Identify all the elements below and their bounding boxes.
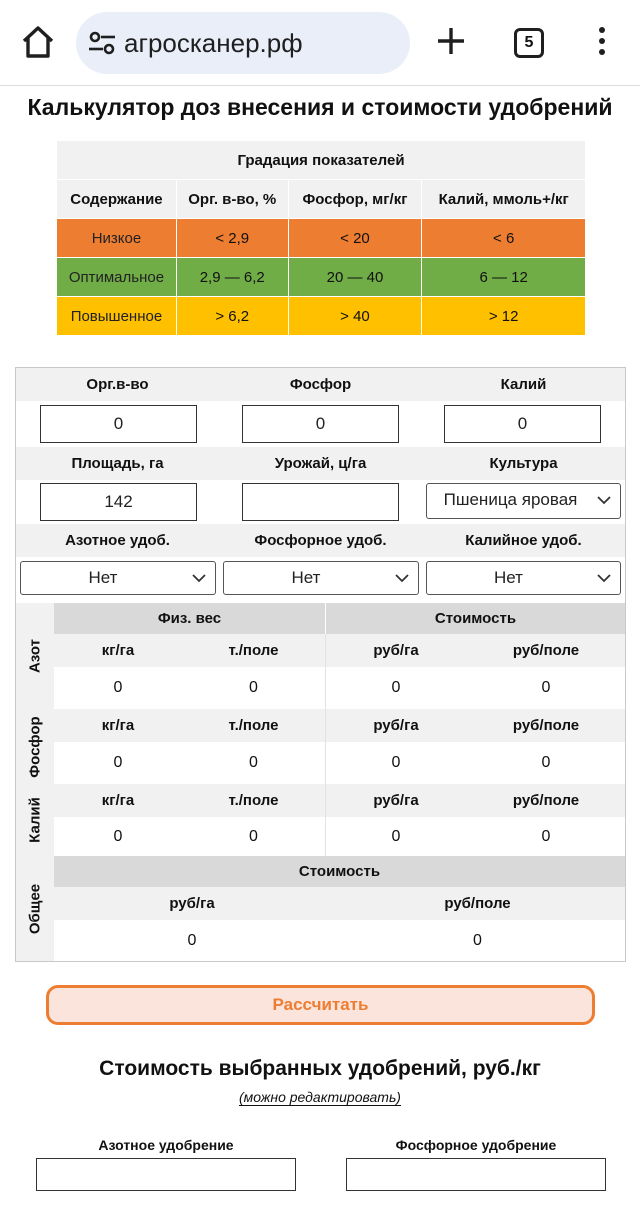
col-t-field: т./поле <box>228 792 279 809</box>
phosphorus-fert-select[interactable] <box>223 561 419 595</box>
calculate-button[interactable]: Рассчитать <box>46 985 595 1025</box>
col-rub-ha: руб/га <box>373 642 419 659</box>
yield-label: Урожай, ц/га <box>274 455 367 472</box>
col-rub-ha: руб/га <box>373 717 419 734</box>
total-col-headers <box>54 887 625 920</box>
gradation-row-low <box>57 219 586 258</box>
nitrogen-fert-label: Азотное удоб. <box>65 532 170 549</box>
col-rub-field: руб/поле <box>512 717 580 734</box>
crop-select-value: Пшеница яровая <box>443 490 578 509</box>
soil-header-row <box>16 368 625 401</box>
phosphorus-range: 20 — 40 <box>288 258 422 297</box>
value-cell: 0 <box>249 828 258 845</box>
value-cell: 0 <box>541 828 551 845</box>
editable-note: (можно редактировать) <box>239 1089 401 1105</box>
potassium-fert-select[interactable] <box>426 561 621 595</box>
value-cell: 0 <box>473 932 482 949</box>
phosphorus-range: > 40 <box>288 297 422 336</box>
more-menu-icon[interactable] <box>592 26 612 56</box>
level-label: Оптимальное <box>57 258 177 297</box>
value-cell: 0 <box>541 754 551 771</box>
potassium-values <box>54 817 625 856</box>
header-phosphorus: Фосфор, мг/кг <box>288 180 422 219</box>
gradation-table <box>56 140 586 336</box>
col-t-field: т./поле <box>228 642 279 659</box>
yield-input[interactable] <box>242 483 399 521</box>
chevron-down-icon <box>596 571 612 585</box>
browser-toolbar <box>0 0 640 86</box>
value-cell: 0 <box>113 754 123 771</box>
level-label: Повышенное <box>57 297 177 336</box>
org-input[interactable]: 0 <box>40 405 197 443</box>
org-range: > 6,2 <box>176 297 288 336</box>
gradation-caption: Градация показателей <box>57 141 586 180</box>
level-label: Низкое <box>57 219 177 258</box>
potassium-range: > 12 <box>422 297 586 336</box>
col-kg-ha: кг/га <box>101 642 135 659</box>
home-icon[interactable] <box>20 24 56 60</box>
potassium-side-label <box>16 784 54 856</box>
fertilizer-header-row <box>16 524 625 557</box>
col-kg-ha: кг/га <box>101 717 135 734</box>
phosphorus-fert-value: Нет <box>291 568 321 587</box>
value-cell: 0 <box>113 679 123 696</box>
tab-switcher-button[interactable]: 5 <box>514 28 544 58</box>
potassium-col-headers <box>54 784 625 817</box>
phosphorus-label: Фосфор <box>289 376 352 393</box>
col-rub-ha: руб/га <box>373 792 419 809</box>
total-side-label <box>16 856 54 961</box>
col-kg-ha: кг/га <box>101 792 135 809</box>
total-cost-header: Стоимость <box>54 856 625 887</box>
potassium-fert-value: Нет <box>494 568 523 587</box>
nitrogen-label: Азот <box>26 638 44 674</box>
header-potassium: Калий, ммоль+/кг <box>422 180 586 219</box>
value-cell: 0 <box>541 679 551 696</box>
nitrogen-col-headers <box>54 634 625 667</box>
site-settings-icon[interactable] <box>88 31 116 55</box>
potassium-fert-label: Калийное удоб. <box>465 532 582 549</box>
calculator-panel <box>15 367 626 962</box>
value-cell: 0 <box>391 679 401 696</box>
gradation-row-optimal <box>57 258 586 297</box>
org-label: Орг.в-во <box>86 376 149 393</box>
phosphorus-range: < 20 <box>288 219 422 258</box>
address-bar[interactable] <box>76 12 410 74</box>
phys-weight-header: Физ. вес <box>54 603 325 634</box>
phosphorus-col-headers <box>54 709 625 742</box>
chevron-down-icon <box>394 571 410 585</box>
crop-label: Культура <box>489 455 558 472</box>
nitrogen-fert-select[interactable] <box>20 561 216 595</box>
chevron-down-icon <box>191 571 207 585</box>
phosphorus-fert-label: Фосфорное удоб. <box>254 532 387 549</box>
area-label: Площадь, га <box>71 455 164 472</box>
gradation-row-high <box>57 297 586 336</box>
field-header-row <box>16 447 625 480</box>
col-rub-ha: руб/га <box>169 895 215 912</box>
area-input[interactable]: 142 <box>40 483 197 521</box>
phosphorus-side-label <box>16 709 54 784</box>
cost-section-subtitle <box>0 1089 640 1105</box>
phosphorus-input[interactable]: 0 <box>242 405 399 443</box>
crop-select[interactable] <box>426 483 621 519</box>
cost-header: Стоимость <box>326 603 625 634</box>
col-rub-field: руб/поле <box>512 642 580 659</box>
phosphorus-values <box>54 742 625 784</box>
nitrogen-price-label: Азотное удобрение <box>98 1137 234 1153</box>
potassium-label: Калий <box>500 376 547 393</box>
header-org: Орг. в-во, % <box>176 180 288 219</box>
new-tab-icon[interactable] <box>436 26 466 56</box>
column-divider <box>325 634 326 856</box>
col-t-field: т./поле <box>228 717 279 734</box>
potassium-group-label: Калий <box>26 797 44 843</box>
value-cell: 0 <box>249 679 258 696</box>
phosphorus-price-input[interactable] <box>346 1158 606 1191</box>
org-range: < 2,9 <box>176 219 288 258</box>
col-rub-field: руб/поле <box>444 895 511 912</box>
phosphorus-price-label: Фосфорное удобрение <box>395 1137 557 1153</box>
value-cell: 0 <box>113 828 123 845</box>
value-cell: 0 <box>187 932 197 949</box>
value-cell: 0 <box>391 828 401 845</box>
potassium-input[interactable]: 0 <box>444 405 601 443</box>
cost-section-title: Стоимость выбранных удобрений, руб./кг <box>99 1057 541 1080</box>
nitrogen-price-input[interactable] <box>36 1158 296 1191</box>
nitrogen-fert-value: Нет <box>88 568 118 587</box>
nitrogen-values <box>54 667 625 709</box>
total-values <box>54 920 625 961</box>
page-title: Калькулятор доз внесения и стоимости удобрений <box>27 94 613 120</box>
total-label: Общее <box>26 883 44 934</box>
url-text[interactable]: агросканер.рф <box>124 28 303 58</box>
chevron-down-icon <box>596 493 612 507</box>
org-range: 2,9 — 6,2 <box>176 258 288 297</box>
nitrogen-side-label <box>16 603 54 709</box>
phosphorus-group-label: Фосфор <box>26 715 44 778</box>
potassium-range: 6 — 12 <box>422 258 586 297</box>
value-cell: 0 <box>249 754 258 771</box>
potassium-range: < 6 <box>422 219 586 258</box>
header-content: Содержание <box>57 180 177 219</box>
value-cell: 0 <box>391 754 401 771</box>
col-rub-field: руб/поле <box>512 792 580 809</box>
